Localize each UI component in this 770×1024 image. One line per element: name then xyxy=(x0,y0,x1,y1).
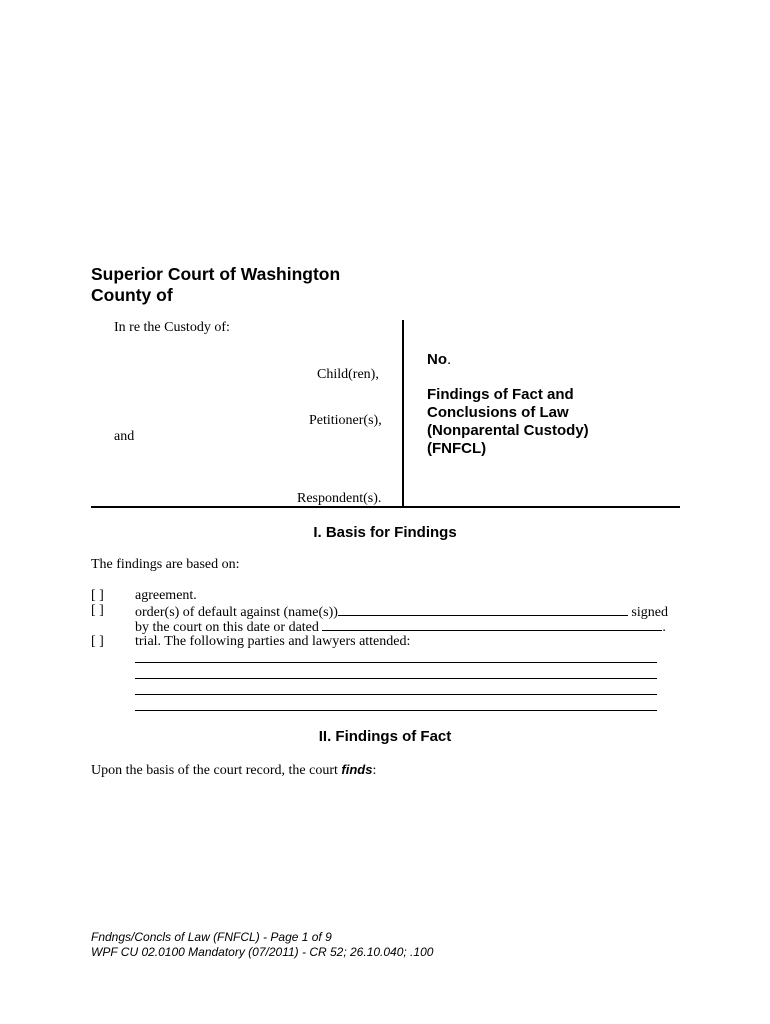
default-names-field[interactable] xyxy=(338,603,628,616)
date-label: by the court on this date or dated xyxy=(135,620,319,635)
findings-intro-colon: : xyxy=(372,763,377,778)
default-checkbox[interactable]: [ ] xyxy=(91,603,104,618)
court-name xyxy=(91,264,340,306)
section-2-heading: II. Findings of Fact xyxy=(318,728,452,745)
caption-horizontal-divider xyxy=(91,506,680,508)
title-line-1: Findings of Fact and xyxy=(427,386,574,403)
respondents-label: Respondent(s). xyxy=(297,491,382,506)
document-title xyxy=(427,386,589,458)
petitioners-label: Petitioner(s), xyxy=(309,413,382,428)
footer-line-2: WPF CU 02.0100 Mandatory (07/2011) - CR 52; 26.10.040; .100 xyxy=(91,945,434,959)
attendees-line-4[interactable] xyxy=(135,710,657,711)
title-line-3: (Nonparental Custody) xyxy=(427,422,589,439)
agreement-checkbox[interactable]: [ ] xyxy=(91,588,104,603)
case-number-period: . xyxy=(447,351,452,368)
signed-label: signed xyxy=(631,605,668,620)
finds-emphasis: finds xyxy=(341,762,373,777)
attendees-line-2[interactable] xyxy=(135,678,657,679)
footer-line-1: Fndngs/Concls of Law (FNFCL) - Page 1 of 9 xyxy=(91,930,332,944)
findings-intro xyxy=(91,762,376,779)
trial-label: trial. The following parties and lawyers attended: xyxy=(135,634,411,649)
title-line-2: Conclusions of Law xyxy=(427,404,569,421)
case-number-label: No xyxy=(427,351,447,368)
attendees-line-3[interactable] xyxy=(135,694,657,695)
findings-intro-text: Upon the basis of the court record, the court xyxy=(91,763,342,778)
trial-checkbox[interactable]: [ ] xyxy=(91,634,104,649)
caption-vertical-divider xyxy=(402,320,404,508)
and-label: and xyxy=(114,429,135,444)
in-re-label: In re the Custody of: xyxy=(114,320,230,335)
court-line-2: County of xyxy=(91,285,173,305)
attendees-line-1[interactable] xyxy=(135,662,657,663)
case-number xyxy=(427,351,451,368)
children-label: Child(ren), xyxy=(317,367,379,382)
title-line-4: (FNFCL) xyxy=(427,440,487,457)
findings-basis-intro: The findings are based on: xyxy=(91,557,240,572)
date-field[interactable] xyxy=(322,618,662,631)
section-1-heading: I. Basis for Findings xyxy=(313,524,457,541)
court-line-1: Superior Court of Washington xyxy=(91,264,341,284)
date-period: . xyxy=(662,620,666,635)
agreement-label: agreement. xyxy=(135,588,197,603)
page-footer xyxy=(91,930,433,960)
default-label: order(s) of default against (name(s)) xyxy=(135,605,338,620)
